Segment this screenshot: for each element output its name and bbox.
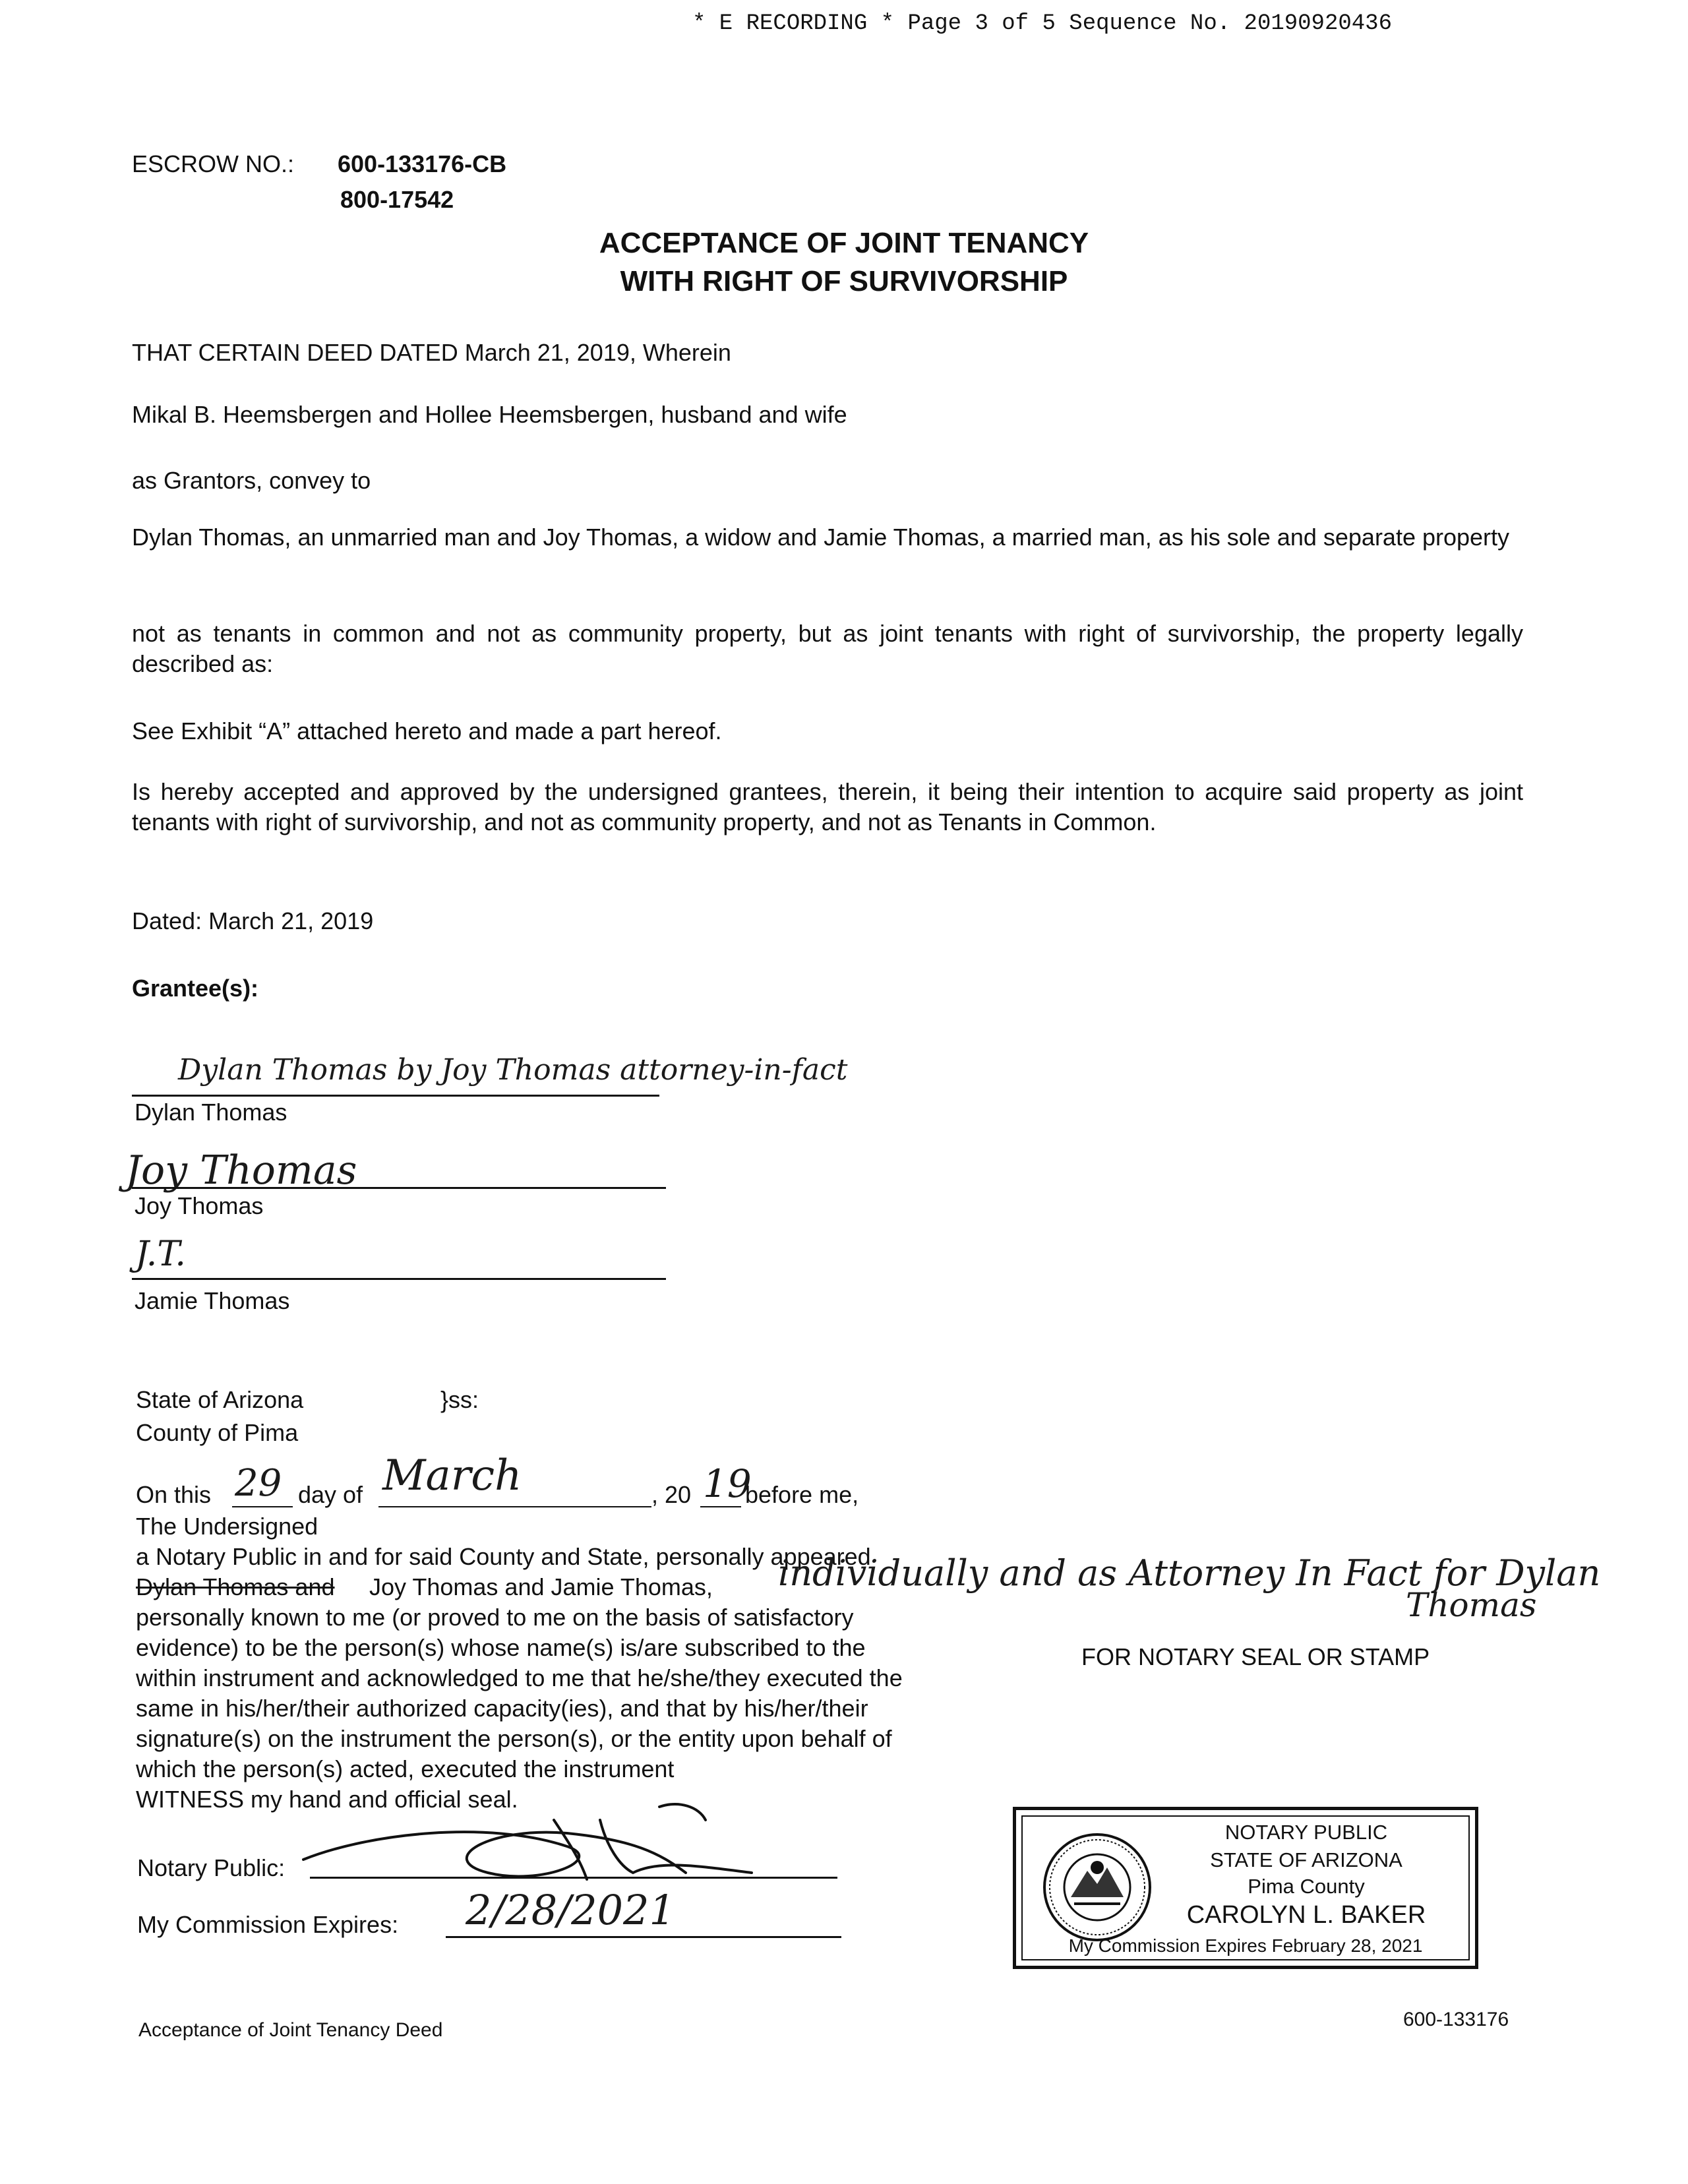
recording-header: * E RECORDING * Page 3 of 5 Sequence No. 20190920436 [692,11,1392,36]
signature-joy-thomas: Joy Thomas [125,1147,357,1194]
notary-signature-scribble [290,1794,791,1893]
witness-line: WITNESS my hand and official seal. [136,1786,518,1813]
handwritten-addition: individually and as Attorney In Fact for Dylan [778,1552,1601,1594]
stamp-line-3: Pima County [1248,1875,1365,1898]
notary-public-label: Notary Public: [137,1854,286,1881]
grantors-names: Mikal B. Heemsbergen and Hollee Heemsbergen, husband and wife [132,401,847,428]
acceptance-paragraph: Is hereby accepted and approved by the undersigned grantees, therein, it being their intention to acquire said property as joint tenants with right of survivorship, and not as community property, and not as Tenants in Common. [132,778,1523,835]
same-line: same in his/her/their authorized capacity(ies), and that by his/her/their [136,1695,868,1722]
signature-line-3 [132,1278,666,1280]
stamp-notary-name: CAROLYN L. BAKER [1186,1901,1426,1929]
escrow-label: ESCROW NO.: [132,150,295,177]
notary-county: County of Pima [136,1419,299,1446]
signature-line-1 [132,1095,659,1097]
stamp-expiration: My Commission Expires February 28, 2021 [1068,1935,1423,1956]
evidence-line: evidence) to be the person(s) whose name(s) is/are subscribed to the [136,1634,866,1661]
notary-day-value: 29 [235,1462,282,1505]
appeared-line: a Notary Public in and for said County and State, personally appeared [136,1543,871,1570]
day-line [232,1506,293,1507]
undersigned-line: The Undersigned [136,1513,318,1540]
commission-line [446,1936,841,1938]
month-line [378,1506,651,1507]
arizona-state-seal-icon [1041,1831,1153,1943]
notary-stamp [1013,1807,1478,1969]
signature-clause-line: signature(s) on the instrument the person(s), or the entity upon behalf of [136,1725,892,1752]
footer-left: Acceptance of Joint Tenancy Deed [138,2019,443,2041]
stamp-line-2: STATE OF ARIZONA [1210,1848,1402,1871]
deed-line: THAT CERTAIN DEED DATED March 21, 2019, Wherein [132,339,731,366]
known-line: personally known to me (or proved to me on the basis of satisfactory [136,1604,854,1631]
commission-expires-value: 2/28/2021 [466,1886,675,1934]
day-of-label: day of [298,1481,363,1508]
grantors-convey: as Grantors, convey to [132,467,371,494]
before-me-label: before me, [745,1481,859,1508]
tenancy-clause: not as tenants in common and not as community property, but as joint tenants with right of survivorship, the property legally described as: [132,620,1523,677]
seal-placeholder-label: FOR NOTARY SEAL OR STAMP [1081,1643,1430,1670]
grantee-name-1: Dylan Thomas [135,1099,287,1126]
notary-ss: }ss: [440,1386,479,1413]
notary-state: State of Arizona [136,1386,304,1413]
within-line: within instrument and acknowledged to me that he/she/they executed the [136,1664,903,1691]
handwritten-addition-2: Thomas [1406,1586,1537,1624]
grantees-heading: Grantee(s): [132,975,259,1002]
stamp-line-1: NOTARY PUBLIC [1224,1821,1388,1844]
on-this-label: On this [136,1481,212,1508]
escrow-number-1: 600-133176-CB [338,150,507,177]
document-title-line2: WITH RIGHT OF SURVIVORSHIP [620,265,1068,297]
escrow-number-2: 800-17542 [340,186,454,213]
which-line: which the person(s) acted, executed the instrument [136,1755,675,1782]
footer-right: 600-133176 [1403,2009,1509,2030]
struck-names: Dylan Thomas and [136,1573,335,1600]
signature-jamie-thomas: J.T. [135,1234,186,1274]
document-title-line1: ACCEPTANCE OF JOINT TENANCY [599,227,1089,259]
exhibit-line: See Exhibit “A” attached hereto and made a part hereof. [132,717,722,744]
commission-expires-label: My Commission Expires: [137,1911,399,1938]
year-prefix: , 20 [651,1481,692,1508]
notary-year-value: 19 [703,1461,752,1506]
grantees-paragraph: Dylan Thomas, an unmarried man and Joy Thomas, a widow and Jamie Thomas, a married man, as his sole and separate property [132,524,1510,551]
signature-dylan-thomas: Dylan Thomas by Joy Thomas attorney-in-fact [178,1053,848,1087]
signature-line-2 [132,1187,666,1189]
dated-line: Dated: March 21, 2019 [132,907,374,934]
notary-month-value: March [382,1451,522,1500]
grantee-name-3: Jamie Thomas [135,1287,290,1314]
year-line [700,1506,741,1507]
named-persons: Joy Thomas and Jamie Thomas, [369,1573,713,1600]
grantee-name-2: Joy Thomas [135,1192,264,1219]
